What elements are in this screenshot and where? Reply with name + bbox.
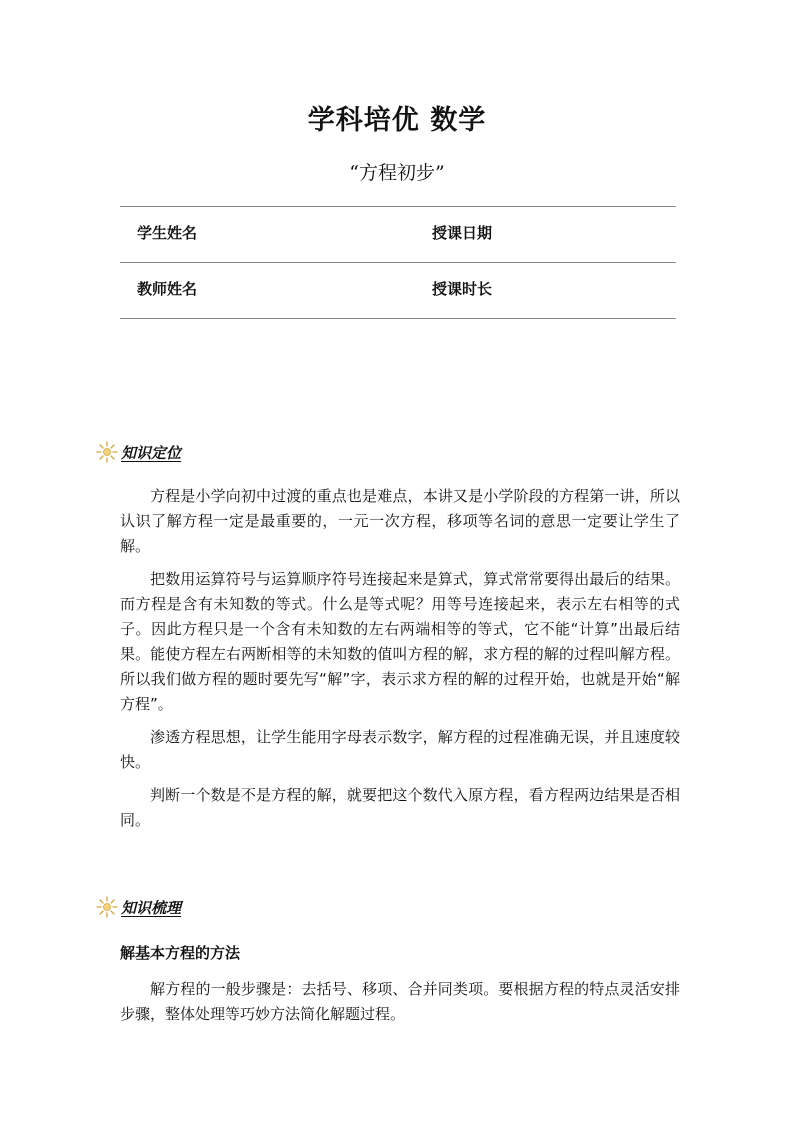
duration-label: 授课时长 — [432, 280, 493, 298]
paragraph: 渗透方程思想，让学生能用字母表示数字，解方程的过程准确无误，并且速度较快。 — [120, 728, 680, 771]
sun-icon — [95, 440, 119, 464]
paragraph: 判断一个数是不是方程的解，就要把这个数代入原方程，看方程两边结果是否相同。 — [120, 786, 680, 829]
info-row-1 — [120, 207, 676, 263]
info-row-2 — [120, 263, 676, 319]
paragraph: 把数用运算符号与运算顺序符号连接起来是算式，算式常常要得出最后的结果。而方程是含有未知数的等式。什么是等式呢？用等号连接起来，表示左右相等的式子。因此方程只是一个含有未知数的左右两端相等的等式，它不能“计算”出最后结果。能使方程左右两断相等的未知数的值叫方程的解，求方程的解的过程叫解方程。所以我们做方程的题时要先写“解”字，表示求方程的解的过程开始，也就是开始“解方程”。 — [120, 570, 680, 713]
section-title: 知识定位 — [121, 443, 182, 462]
student-name-label: 学生姓名 — [137, 224, 198, 242]
section1-body — [120, 484, 680, 841]
section2-body — [120, 977, 680, 1035]
section-title: 知识梳理 — [121, 898, 182, 917]
info-table — [120, 206, 676, 319]
paragraph: 方程是小学向初中过渡的重点也是难点，本讲又是小学阶段的方程第一讲，所以认识了解方程一定是最重要的，一元一次方程，移项等名词的意思一定要让学生了解。 — [120, 487, 680, 555]
date-label: 授课日期 — [432, 224, 493, 242]
section-heading-knowledge-position — [95, 439, 181, 465]
teacher-name-label: 教师姓名 — [137, 280, 198, 298]
subheading: 解基本方程的方法 — [120, 944, 241, 962]
document-title: 学科培优 数学 — [307, 105, 487, 136]
paragraph: 解方程的一般步骤是：去括号、移项、合并同类项。要根据方程的特点灵活安排步骤，整体处理等巧妙方法简化解题过程。 — [120, 980, 680, 1023]
section-heading-knowledge-review — [95, 894, 181, 920]
sun-icon — [95, 895, 119, 919]
document-subtitle: “方程初步” — [349, 162, 445, 184]
